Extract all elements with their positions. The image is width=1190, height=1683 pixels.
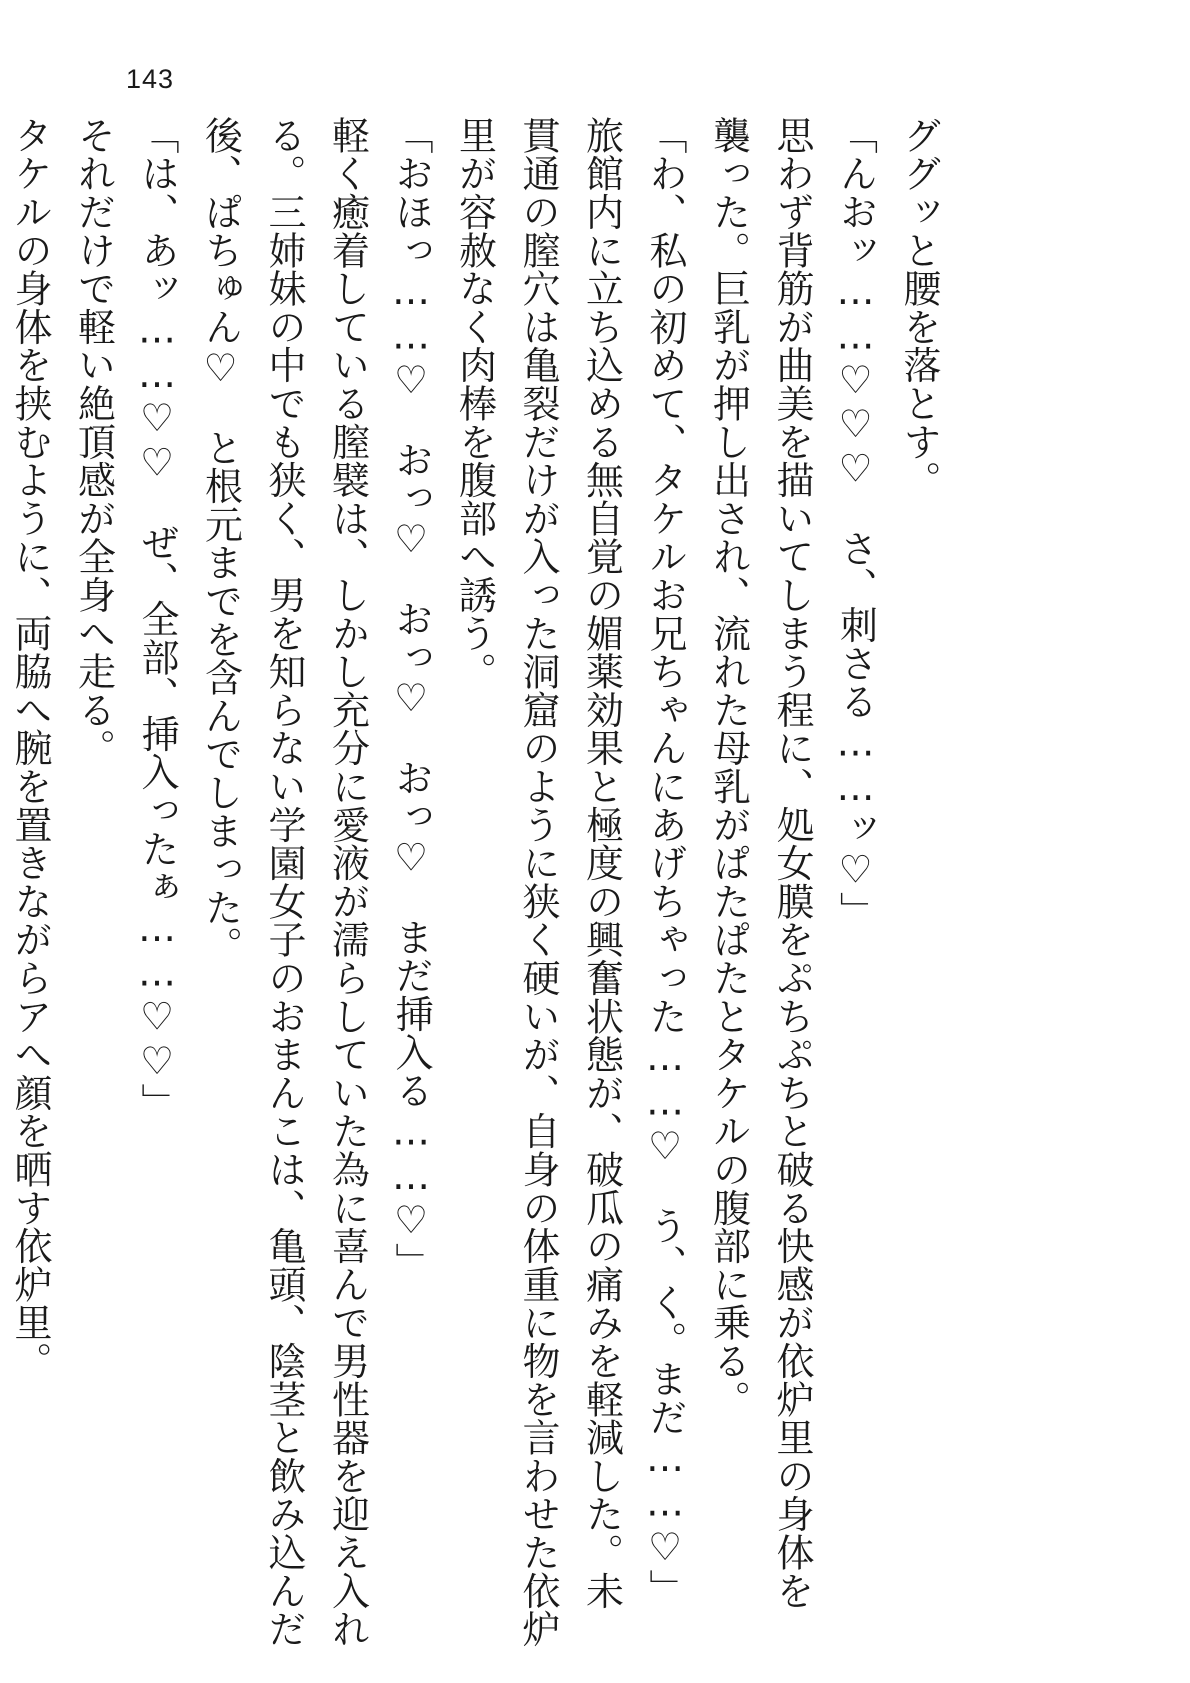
text-column: 「は、あッ……♡♡ ぜ、全部、挿入ったぁ……♡♡」 xyxy=(135,116,179,1122)
text-column: 軽く癒着している膣襞は、しかし充分に愛液が濡らしていた為に喜んで男性器を迎え入れ xyxy=(325,116,370,1648)
text-column: 後、ぱちゅん♡ と根元までを含んでしまった。 xyxy=(198,116,243,965)
text-column: 貫通の膣穴は亀裂だけが入った洞窟のように狭く硬いが、自身の体重に物を言わせた依炉 xyxy=(516,116,560,1648)
text-column: 思わず背筋が曲美を描いてしまう程に、処女膜をぷちぷちと破る快感が依炉里の身体を xyxy=(770,116,814,1610)
vertical-text-body xyxy=(0,116,950,1676)
text-column: 「わ、私の初めて、タケルお兄ちゃんにあげちゃった……♡ う、く。まだ……♡」 xyxy=(643,116,687,1608)
text-column: 「んおッ……♡♡♡ さ、刺さる……ッ♡」 xyxy=(833,116,878,930)
text-column: それだけで軽い絶頂感が全身へ走る。 xyxy=(71,116,116,768)
text-column: ググッと腰を落とす。 xyxy=(897,116,941,499)
text-column: 襲った。巨乳が押し出され、流れた母乳がぱたぱたとタケルの腹部に乗る。 xyxy=(706,116,751,1419)
text-column: タケルの身体を挟むように、両脇へ腕を置きながらアへ顔を晒す依炉里。 xyxy=(8,116,52,1380)
text-column: る。三姉妹の中でも狭く、男を知らない学園女子のおまんこは、亀頭、陰茎と飲み込んだ xyxy=(262,116,306,1648)
page-number: 143 xyxy=(126,64,175,94)
text-column: 旅館内に立ち込める無自覚の媚薬効果と極度の興奮状態が、破瓜の痛みを軽減した。未 xyxy=(579,116,624,1610)
text-column: 「おほっ……♡ おっ♡ おっ♡ おっ♡ まだ挿入る……♡」 xyxy=(389,116,433,1281)
text-column: 里が容赦なく肉棒を腹部へ誘う。 xyxy=(452,116,497,691)
